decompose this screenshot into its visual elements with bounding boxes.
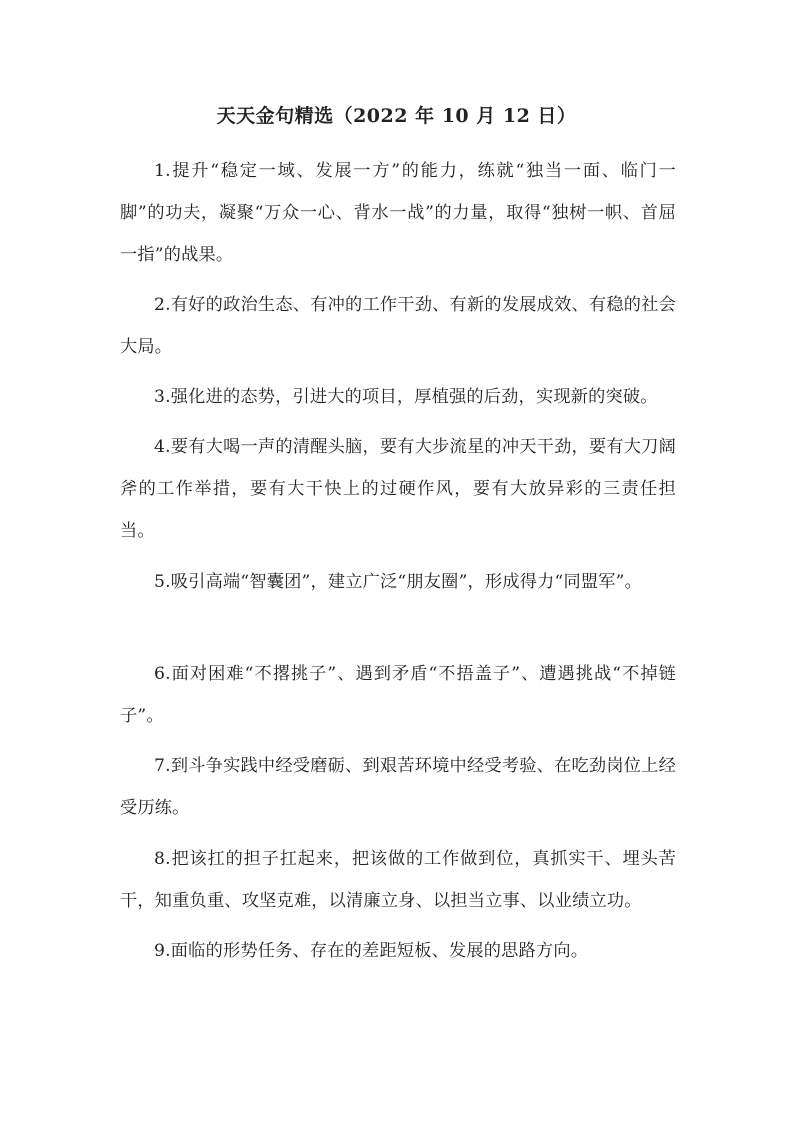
paragraph-1: 1.提升“稳定一域、发展一方”的能力，练就“独当一面、临门一脚”的功夫，凝聚“万众一心、背水一战”的力量，取得“独树一帜、首屈一指”的战果。 bbox=[120, 161, 676, 265]
paragraph-2: 2.有好的政治生态、有冲的工作干劲、有新的发展成效、有稳的社会大局。 bbox=[120, 295, 676, 357]
document-title: 天天金句精选（2022 年 10 月 12 日） bbox=[216, 105, 577, 127]
paragraph-3: 3.强化进的态势，引进大的项目，厚植强的后劲，实现新的突破。 bbox=[154, 387, 658, 407]
paragraph-9: 9.面临的形势任务、存在的差距短板、发展的思路方向。 bbox=[154, 941, 589, 961]
paragraph-8: 8.把该扛的担子扛起来，把该做的工作做到位，真抓实干、埋头苦干，知重负重、攻坚克难，以清廉立身、以担当立事、以业绩立功。 bbox=[120, 849, 676, 911]
paragraph-6: 6.面对困难“不撂挑子”、遇到矛盾“不捂盖子”、遭遇挑战“不掉链子”。 bbox=[120, 664, 676, 726]
paragraph-5: 5.吸引高端“智囊团”，建立广泛“朋友圈”，形成得力“同盟军”。 bbox=[154, 572, 643, 592]
paragraph-4: 4.要有大喝一声的清醒头脑，要有大步流星的冲天干劲，要有大刀阔斧的工作举措，要有大干快上的过硬作风，要有大放异彩的三责任担当。 bbox=[120, 437, 676, 541]
paragraph-7: 7.到斗争实践中经受磨砺、到艰苦环境中经受考验、在吃劲岗位上经受历练。 bbox=[120, 756, 676, 818]
